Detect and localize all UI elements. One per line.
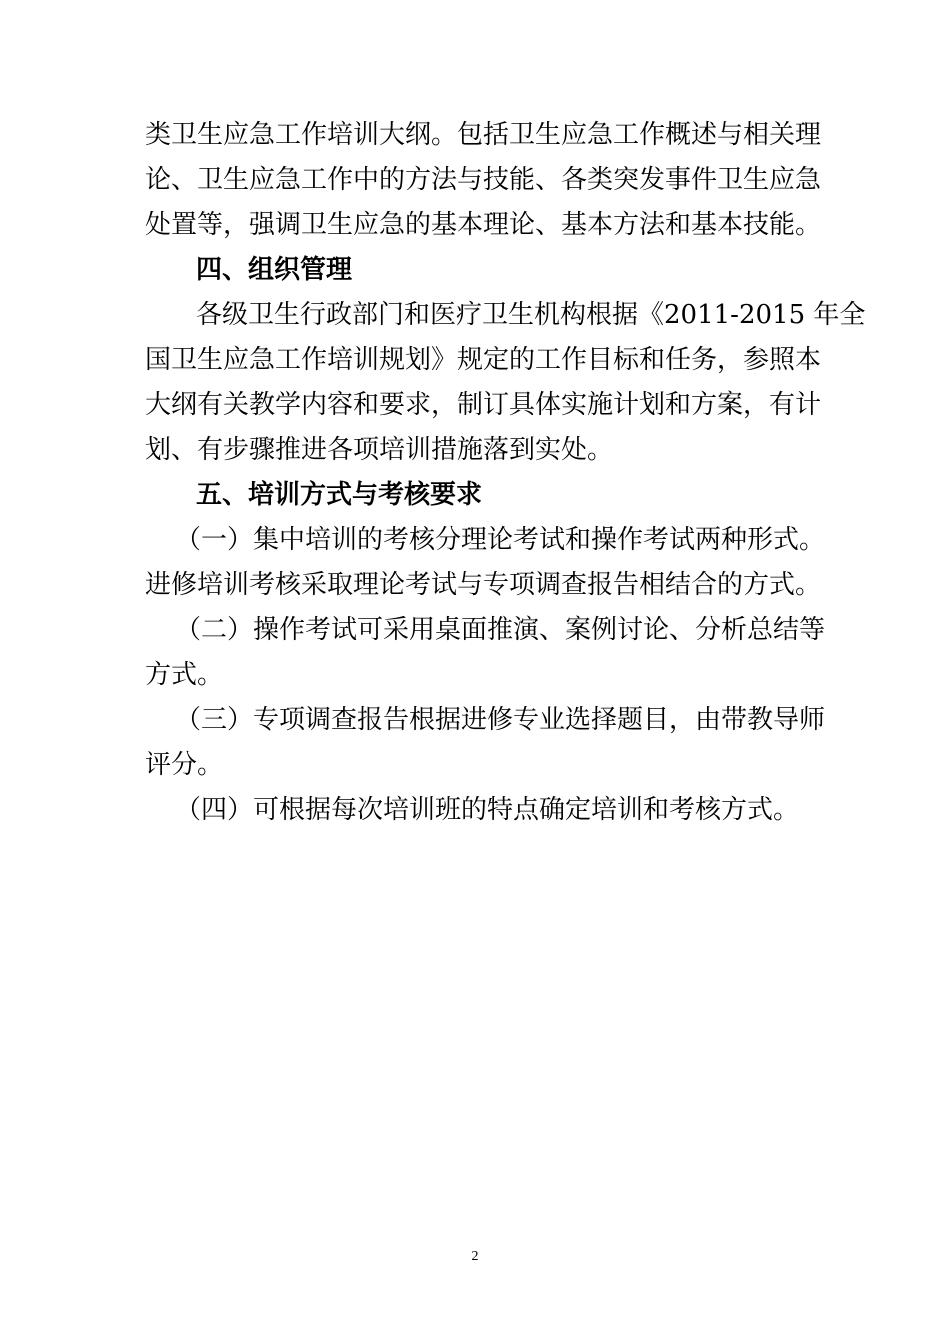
paragraph-line: 划、有步骤推进各项培训措施落到实处。 <box>145 435 614 465</box>
paragraph-line: 进修培训考核采取理论考试与专项调查报告相结合的方式。 <box>145 570 822 600</box>
section-heading-organization: 四、组织管理 <box>196 255 353 285</box>
paragraph-line: 大纲有关教学内容和要求，制订具体实施计划和方案，有计 <box>145 390 822 420</box>
paragraph-line: 类卫生应急工作培训大纲。包括卫生应急工作概述与相关理 <box>145 120 822 150</box>
section-heading-training-methods: 五、培训方式与考核要求 <box>196 480 483 510</box>
list-item-1: （一）集中培训的考核分理论考试和操作考试两种形式。 <box>175 525 826 555</box>
page-number: 2 <box>471 1249 479 1264</box>
list-item-2: （二）操作考试可采用桌面推演、案例讨论、分析总结等 <box>175 615 826 645</box>
list-item-3: （三）专项调查报告根据进修专业选择题目，由带教导师 <box>175 705 826 735</box>
paragraph-line: 评分。 <box>145 750 224 780</box>
paragraph-line: 论、卫生应急工作中的方法与技能、各类突发事件卫生应急 <box>145 165 822 195</box>
paragraph-line: 方式。 <box>145 660 224 690</box>
list-item-4: （四）可根据每次培训班的特点确定培训和考核方式。 <box>175 795 800 825</box>
paragraph-line: 处置等，强调卫生应急的基本理论、基本方法和基本技能。 <box>145 210 822 240</box>
paragraph-line: 国卫生应急工作培训规划》规定的工作目标和任务，参照本 <box>145 345 822 375</box>
paragraph-line: 各级卫生行政部门和医疗卫生机构根据《2011-2015 年全 <box>196 300 866 330</box>
